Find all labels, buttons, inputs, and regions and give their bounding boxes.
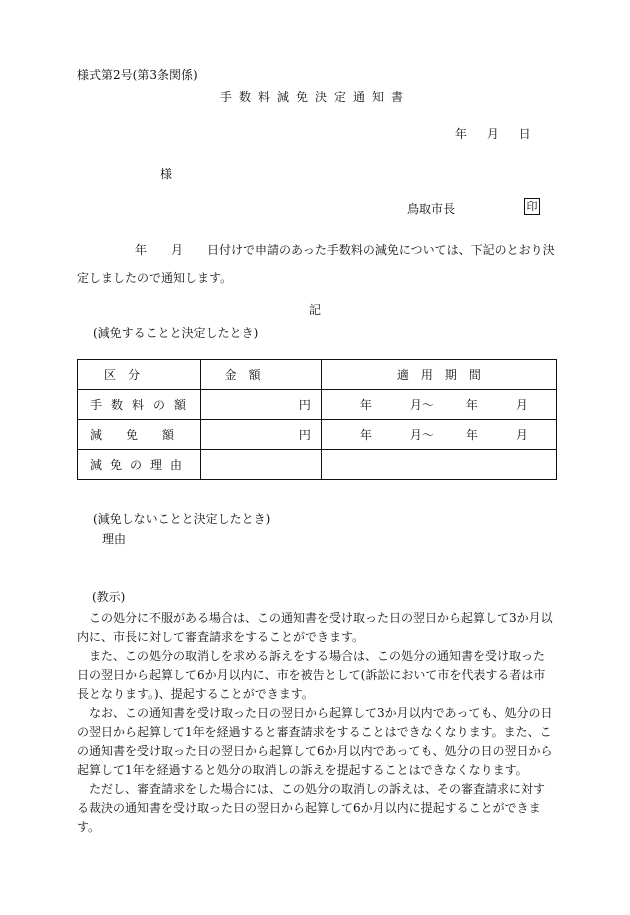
seal-mark: 印 [524, 198, 540, 215]
instruction-heading: (教示) [92, 590, 126, 604]
date-line: 年 月 日 [455, 127, 531, 141]
header-amount: 金 額 [224, 368, 261, 382]
row-label: 減 免 額 [78, 420, 201, 450]
case-denied-label: (減免しないことと決定したとき) [93, 512, 271, 526]
instruction-paragraph: ただし、審査請求をした場合には、この処分の取消しの訴えは、その審査請求に対する裁決の通知書を受け取った日の翌日から起算して6か月以内に提起することができます。 [77, 782, 546, 834]
case-approved-label: (減免することと決定したとき) [93, 326, 259, 340]
document-title: 手数料減免決定通知書 [219, 90, 410, 104]
instruction-paragraph: また、この処分の取消しを求める訴えをする場合は、この処分の通知書を受け取った日の翌日から起算して6か月以内に、市を被告として(訴訟において市を代表する者は市長となります。)、提起することができます。 [77, 649, 546, 701]
row-amount-empty [200, 450, 321, 480]
instruction-text [77, 609, 555, 837]
row-period: 年 月～ 年 月 [359, 398, 528, 412]
row-label: 減免の理由 [78, 450, 201, 480]
table-row [78, 390, 557, 420]
reason-label: 理由 [102, 532, 127, 546]
intro-text: 年 月 日付けで申請のあった手数料の減免については、下記のとおり決定しましたので通知します。 [77, 243, 555, 285]
addressee-suffix: 様 [160, 167, 173, 181]
header-category: 区 分 [104, 368, 141, 382]
issuer-name: 鳥取市長 [407, 202, 456, 216]
row-period-empty [321, 450, 556, 480]
row-label: 手数料の額 [78, 390, 201, 420]
instruction-paragraph: なお、この通知書を受け取った日の翌日から起算して3か月以内であっても、処分の日の翌日から起算して1年を経過すると審査請求をすることはできなくなります。また、この通知書を受け取った日の翌日から起算して6か月以内であっても、処分の日の翌日から起算して1年を経過すると処分の取消しの訴えを提起することはできなくなります。 [77, 706, 553, 777]
instruction-paragraph: この処分に不服がある場合は、この通知書を受け取った日の翌日から起算して3か月以内に、市長に対して審査請求をすることができます。 [77, 611, 553, 644]
row-amount-unit: 円 [200, 390, 321, 420]
header-period: 適 用 期 間 [321, 360, 556, 390]
table-row [78, 420, 557, 450]
fee-table [77, 359, 557, 480]
table-row [78, 450, 557, 480]
row-amount-unit: 円 [200, 420, 321, 450]
ki-heading: 記 [308, 303, 321, 317]
row-period: 年 月～ 年 月 [359, 428, 528, 442]
table-header-row [78, 360, 557, 390]
form-number: 様式第2号(第3条関係) [77, 68, 198, 82]
